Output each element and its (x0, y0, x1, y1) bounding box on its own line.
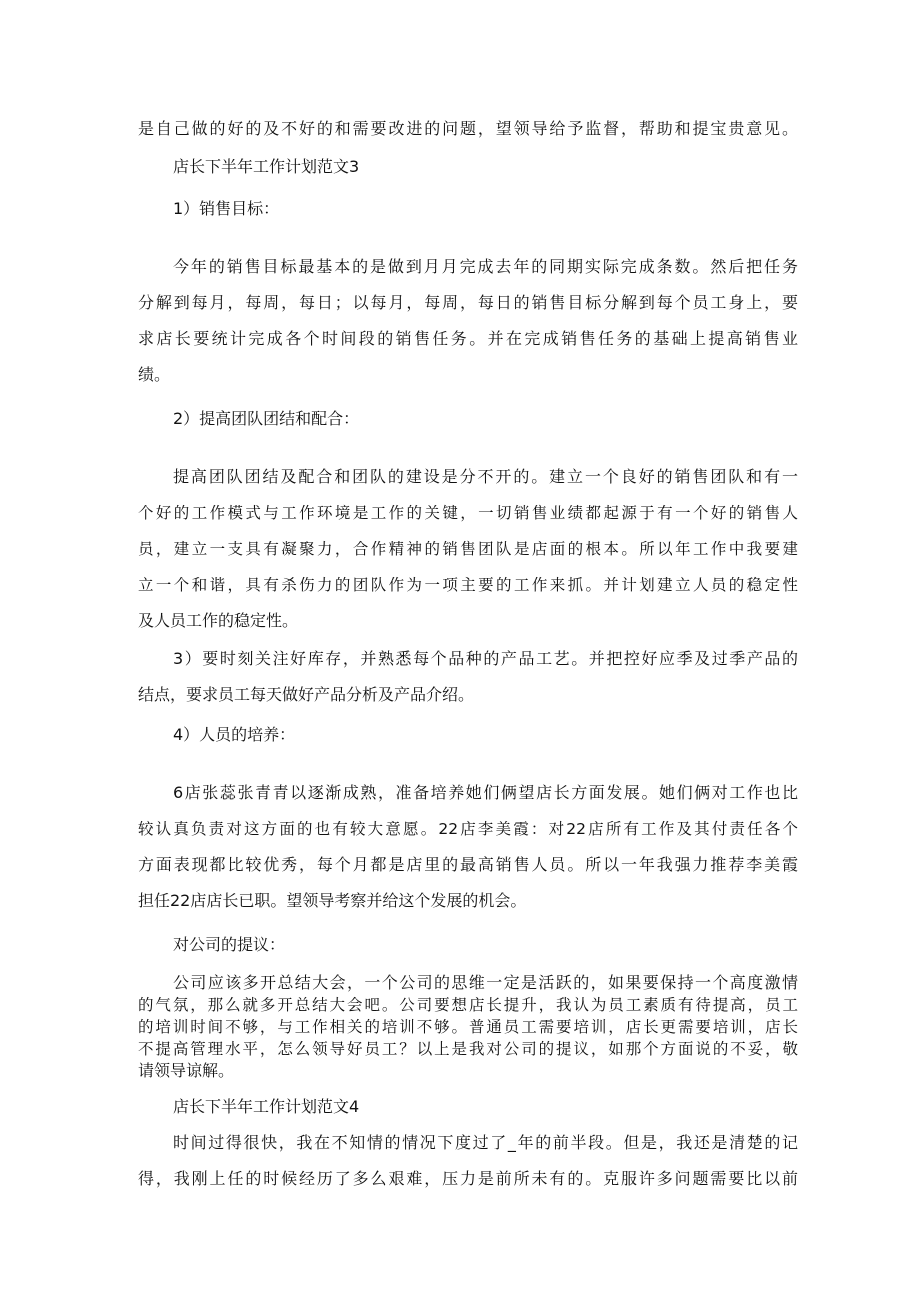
section-heading: 店长下半年工作计划范文3 (173, 157, 360, 176)
subheading: 对公司的提议： (173, 935, 286, 954)
paragraph-line: 是自己做的好的及不好的和需要改进的问题，望领导给予监督，帮助和提宝贵意见。 (138, 119, 798, 138)
paragraph-line: 绩。 (138, 365, 171, 384)
paragraph-line: 6店张蕊张青青以逐渐成熟，准备培养她们俩望店长方面发展。她们俩对工作也比 (173, 783, 798, 802)
paragraph-line: 今年的销售目标最基本的是做到月月完成去年的同期实际完成条数。然后把任务 (173, 257, 798, 276)
section-heading: 店长下半年工作计划范文4 (173, 1097, 360, 1116)
paragraph-line: 时间过得很快，我在不知情的情况下度过了_年的前半段。但是，我还是清楚的记 (173, 1133, 798, 1152)
subheading: 2）提高团队团结和配合： (173, 409, 360, 428)
paragraph-line: 及人员工作的稳定性。 (138, 611, 299, 630)
paragraph-line: 提高团队团结及配合和团队的建设是分不开的。建立一个良好的销售团队和有一 (173, 467, 798, 486)
paragraph-line: 较认真负责对这方面的也有较大意愿。22店李美霞：对22店所有工作及其付责任各个 (138, 820, 798, 838)
subheading: 1）销售目标： (173, 199, 280, 218)
paragraph-line: 3）要时刻关注好库存，并熟悉每个品种的产品工艺。并把控好应季及过季产品的 (173, 649, 798, 668)
subheading: 4）人员的培养： (173, 725, 296, 744)
paragraph-line: 不提高管理水平，怎么领导好员工？以上是我对公司的提议，如那个方面说的不妥，敬 (138, 1040, 798, 1058)
paragraph-line: 担任22店店长已职。望领导考察并给这个发展的机会。 (138, 891, 527, 910)
paragraph-line: 立一个和谐，具有杀伤力的团队作为一项主要的工作来抓。并计划建立人员的稳定性 (138, 576, 798, 594)
paragraph-line: 结点，要求员工每天做好产品分析及产品介绍。 (138, 685, 475, 704)
paragraph-line: 的培训时间不够，与工作相关的培训不够。普通员工需要培训，店长更需要培训，店长 (138, 1018, 798, 1036)
paragraph-line: 分解到每月，每周，每日；以每月，每周，每日的销售目标分解到每个员工身上，要 (138, 293, 798, 312)
paragraph-line: 公司应该多开总结大会，一个公司的思维一定是活跃的，如果要保持一个高度激情 (173, 973, 798, 992)
paragraph-line: 个好的工作模式与工作环境是工作的关键，一切销售业绩都起源于有一个好的销售人 (138, 504, 798, 522)
paragraph-line: 求店长要统计完成各个时间段的销售任务。并在完成销售任务的基础上提高销售业 (138, 329, 798, 348)
paragraph-line: 员，建立一支具有凝聚力，合作精神的销售团队是店面的根本。所以年工作中我要建 (138, 540, 798, 558)
paragraph-line: 方面表现都比较优秀，每个月都是店里的最高销售人员。所以一年我强力推荐李美霞 (138, 855, 798, 874)
paragraph-line: 请领导谅解。 (138, 1061, 235, 1080)
paragraph-line: 的气氛，那么就多开总结大会吧。公司要想店长提升，我认为员工素质有待提高，员工 (138, 996, 798, 1014)
paragraph-line: 得，我刚上任的时候经历了多么艰难，压力是前所未有的。克服许多问题需要比以前 (138, 1169, 798, 1188)
